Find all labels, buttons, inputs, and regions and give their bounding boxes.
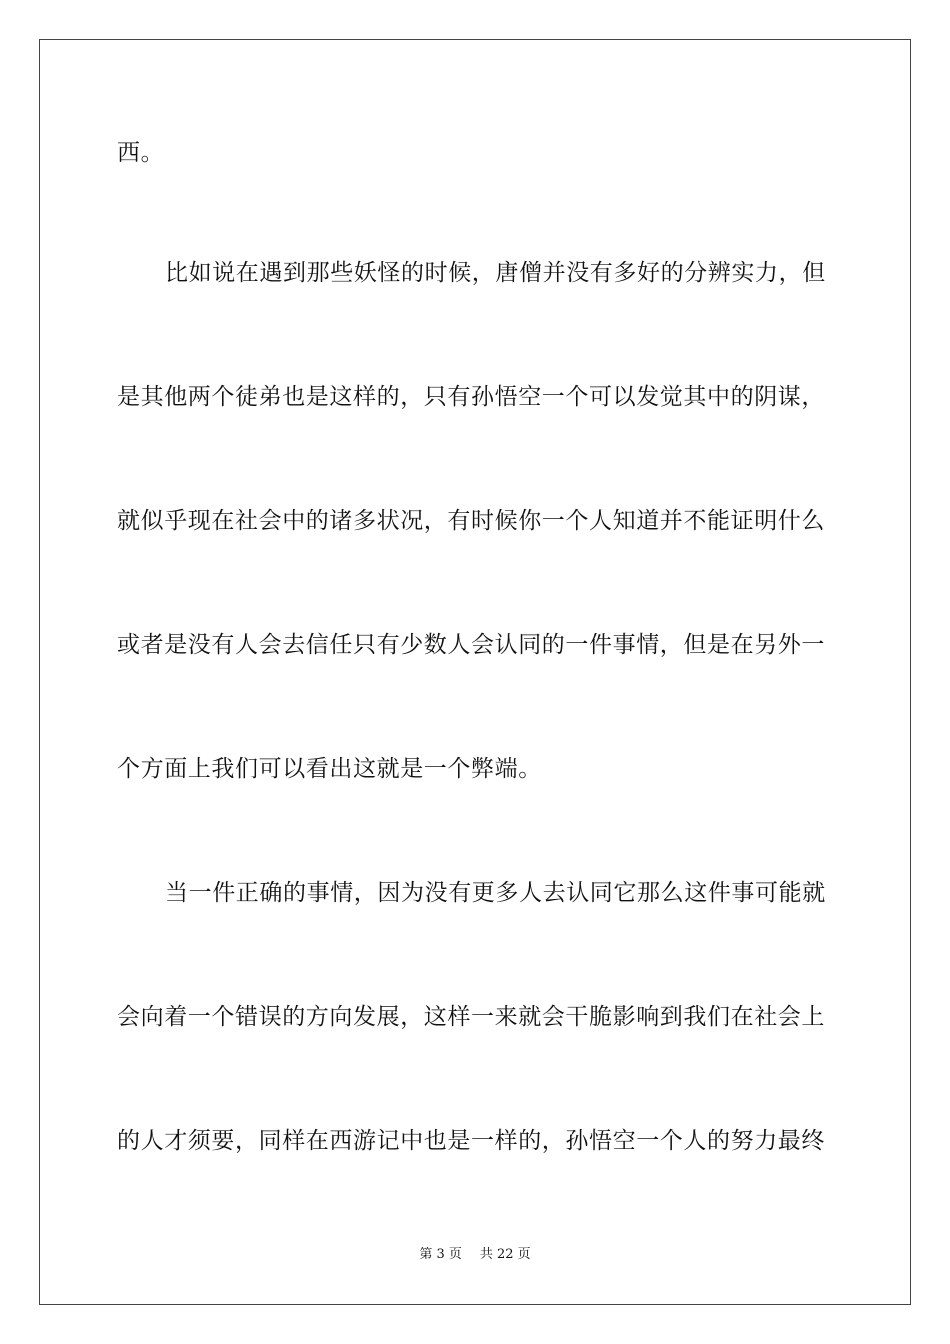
text-line-6: 个方面上我们可以看出这就是一个弊端。: [117, 756, 542, 782]
text-line-4: 就似乎现在社会中的诸多状况，有时候你一个人知道并不能证明什么: [117, 508, 825, 534]
text-line-1: 西。: [117, 140, 165, 166]
text-line-8: 会向着一个错误的方向发展，这样一来就会干脆影响到我们在社会上: [117, 1004, 825, 1030]
page-border: [39, 39, 911, 1305]
text-line-5: 或者是没有人会去信任只有少数人会认同的一件事情，但是在另外一: [117, 632, 825, 658]
total-pages: 共 22 页: [479, 1247, 531, 1262]
text-line-2: 比如说在遇到那些妖怪的时候，唐僧并没有多好的分辨实力，但: [165, 260, 826, 286]
text-line-7: 当一件正确的事情，因为没有更多人去认同它那么这件事可能就: [165, 880, 826, 906]
page-footer: [0, 1246, 950, 1264]
text-line-3: 是其他两个徒弟也是这样的，只有孙悟空一个可以发觉其中的阴谋，: [117, 384, 825, 410]
page-number: 第 3 页: [419, 1247, 462, 1262]
text-line-9: 的人才须要，同样在西游记中也是一样的，孙悟空一个人的努力最终: [117, 1128, 825, 1154]
